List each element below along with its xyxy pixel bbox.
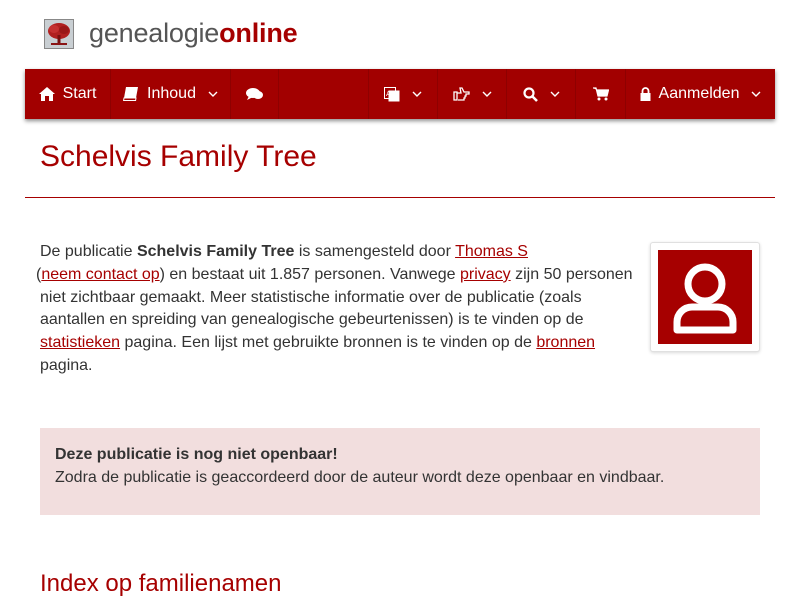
- chevron-down-icon: [482, 89, 492, 99]
- not-public-alert: [40, 428, 760, 515]
- logo-text-part2: online: [219, 18, 298, 48]
- nav-aanmelden[interactable]: [626, 69, 775, 119]
- cart-icon: [593, 87, 609, 101]
- nav-language[interactable]: [369, 69, 438, 119]
- publication-intro: [36, 241, 640, 378]
- user-avatar-icon: [658, 250, 752, 344]
- chevron-down-icon: [208, 89, 218, 99]
- privacy-link[interactable]: privacy: [459, 265, 511, 283]
- language-icon: [384, 87, 400, 102]
- hand-point-icon: [453, 87, 470, 101]
- intro-text-6: pagina. Een lijst met gebruikte bronnen is te vinden op de: [120, 334, 537, 352]
- intro-text-2: is samengesteld door: [294, 243, 456, 260]
- publication-name: Schelvis Family Tree: [136, 243, 295, 260]
- intro-text-5: zijn 50 personen niet zichtbaar gemaakt. Meer statistische informatie over de publicatie (zoals aantallen en spreiding van genealogische gebeurtenissen) is te vinden op de: [40, 265, 633, 329]
- intro-text-4: ) en bestaat uit 1.857 personen. Vanwege: [159, 265, 460, 283]
- site-logo[interactable]: [44, 18, 297, 49]
- nav-start[interactable]: [25, 69, 111, 119]
- logo-text-part1: genealogie: [89, 18, 220, 48]
- surname-index-title: Index op familienamen: [40, 570, 282, 597]
- search-icon: [523, 87, 538, 102]
- chevron-down-icon: [550, 89, 560, 99]
- nav-forum[interactable]: [231, 69, 279, 119]
- logo-text: [89, 18, 297, 49]
- nav-search[interactable]: [507, 69, 576, 119]
- statistics-link[interactable]: statistieken: [40, 334, 121, 352]
- contact-link[interactable]: neem contact op: [41, 265, 160, 283]
- svg-text:A: A: [386, 89, 391, 98]
- intro-text-3: (: [36, 265, 42, 283]
- nav-aanmelden-label: Aanmelden: [658, 85, 740, 102]
- book-icon: [123, 87, 139, 101]
- lock-icon: [640, 87, 651, 101]
- nav-inhoud[interactable]: [111, 69, 231, 119]
- alert-body: Zodra de publicatie is geaccordeerd door de auteur wordt deze openbaar en vindbaar.: [55, 469, 665, 486]
- tree-logo-icon: [44, 19, 74, 49]
- nav-start-label: Start: [62, 85, 97, 102]
- nav-actions[interactable]: [438, 69, 507, 119]
- comments-icon: [246, 87, 263, 101]
- author-link[interactable]: Thomas S: [455, 243, 528, 260]
- main-navbar: [25, 69, 775, 119]
- alert-title: Deze publicatie is nog niet openbaar!: [55, 446, 338, 463]
- chevron-down-icon: [751, 89, 761, 99]
- chevron-down-icon: [412, 89, 422, 99]
- title-divider: [25, 197, 775, 198]
- home-icon: [39, 87, 55, 101]
- intro-text-1: De publicatie: [40, 243, 137, 260]
- nav-inhoud-label: Inhoud: [147, 85, 196, 102]
- nav-shop[interactable]: [576, 69, 626, 119]
- nav-spacer: [279, 69, 369, 119]
- sources-link[interactable]: bronnen: [536, 334, 596, 352]
- page-title: Schelvis Family Tree: [40, 140, 317, 173]
- author-avatar[interactable]: [650, 242, 760, 352]
- intro-text-7: pagina.: [40, 356, 93, 374]
